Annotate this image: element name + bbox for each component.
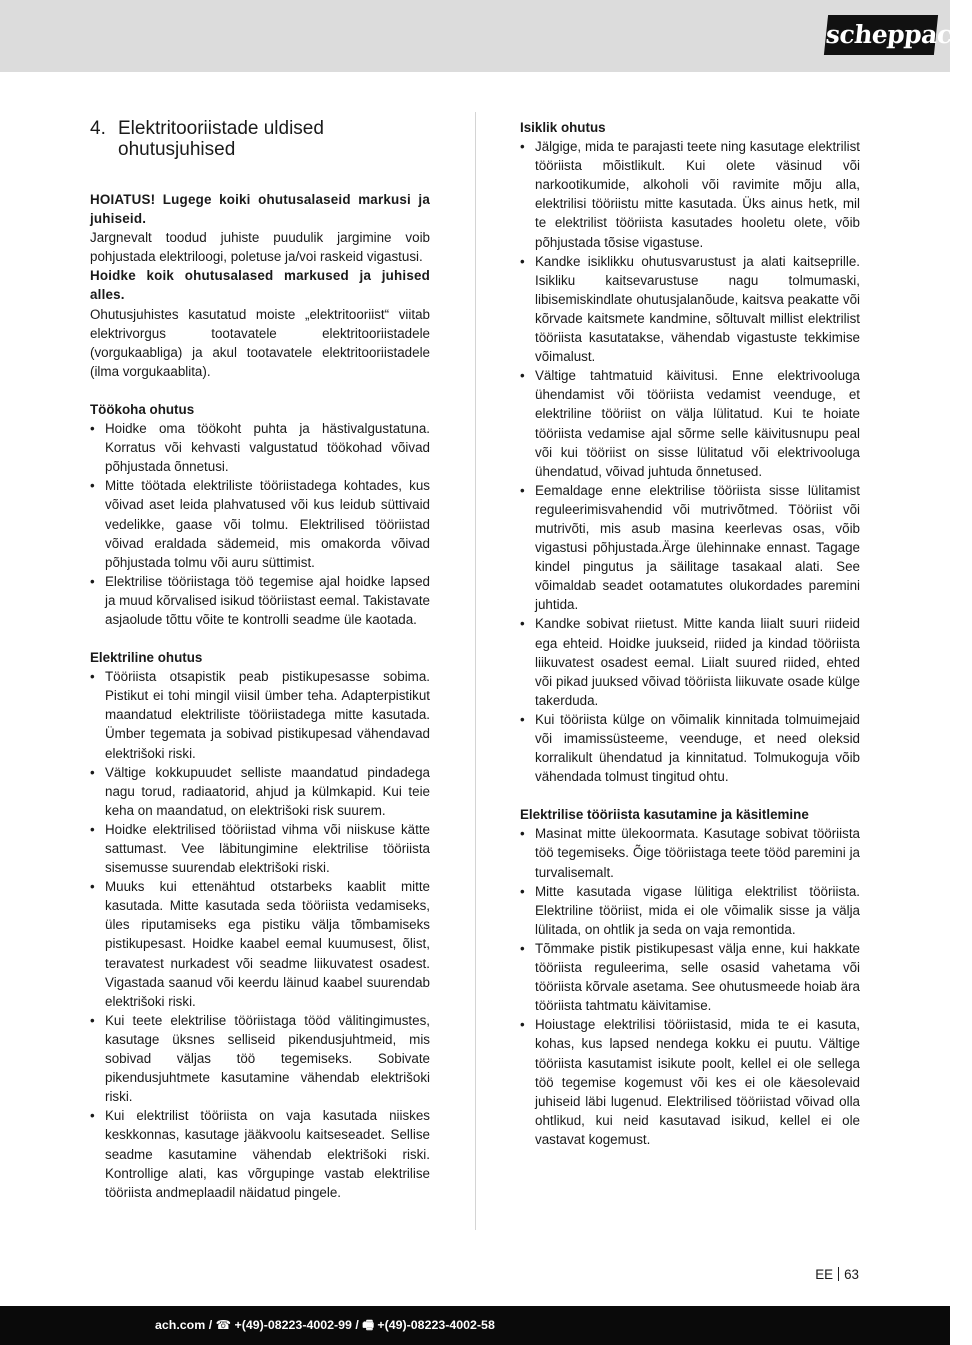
electrical-safety-heading: Elektriline ohutus	[90, 650, 203, 666]
list-item: • Tõmmake pistik pistikupesast välja enne, kui hakkate tööriista reguleerima, selle osasid vahetama või tööriista kõrvale asetama. See ohutusmeede hoiab ära tööriista tahtmatu käivitamise.	[520, 939, 860, 1015]
electrical-safety-list	[90, 667, 430, 1202]
list-item: • Kandke sobivat riietust. Mitte kanda liialt suuri riideid ega ehteid. Hoidke juukseid, riided ja kindad tööriista liikuvatest osadest eemal. Liialt suured riided, ehted või pikad juuksed võivad tööriista liikuvate osade külge takerduda.	[520, 614, 860, 709]
list-item: • Jälgige, mida te parajasti teete ning kasutage elektrilist tööriista mõistlikult. Kui olete väsinud või narkootikumide, alkoholi või ravimite mõju alla, elektrilisi tööriistu mitte kasutada. Üks ainus hetk, mil te elektrilist tööriista kasutades hooletu olete, võib põhjustada tõsise vigastuse.	[520, 137, 860, 252]
section-number: 4.	[90, 118, 106, 139]
list-item: • Tööriista otsapistik peab pistikupesasse sobima. Pistikut ei tohi mingil viisil ümber teha. Adapterpistikut maandatud elektriliste tööriistadega mitte kasutada. Ümber tegemata ja sobivad pistikupesad vähendavad elektrišoki riski.	[90, 667, 430, 762]
right-column	[520, 118, 860, 1149]
keep-instructions-heading: Hoidke koik ohutusalased markused ja juhised alles.	[90, 268, 430, 303]
page-number-value: 63	[844, 1267, 859, 1282]
workplace-safety-heading: Töökoha ohutus	[90, 401, 195, 417]
workplace-safety-list	[90, 419, 430, 629]
list-item: • Mitte kasutada vigase lülitiga elektrilist tööriista. Elektriline tööriist, mida ei ole võimalik sisse ja välja lülitada, on ohtlik ja seda on vaja remontida.	[520, 882, 860, 939]
definition-text: Ohutusjuhistes kasutatud moiste „elektritooriist“ viitab elektrivorgus tootavatele elektritooriistadele (vorgukaabliga) ja akul tootavatele elektritooriistadele (ilma vorgukaablita).	[90, 306, 430, 379]
list-item: • Elektrilise tööriistaga töö tegemise ajal hoidke lapsed ja muud kõrvalised isikud tööriistast eemal. Takistavate asjaolude tõttu võite te kontrolli seadme üle kaotada.	[90, 572, 430, 629]
left-column	[90, 118, 430, 1202]
page-number-separator	[838, 1267, 839, 1281]
header-band	[0, 0, 972, 72]
list-item: • Eemaldage enne elektrilise tööriista sisse lülitamist reguleerimisvahendid või mutrivõtmed. Tööriist või mutrivõti, mis asub masina keerlevas osas, võib vigastusi põhjustada.Ärge ülehinnake ennast. Tagage kindel pingutus ja säilitage tasakaal alati. See võimaldab seadet ootamatutes olukordades paremini juhtida.	[520, 481, 860, 615]
list-item: • Kui tööriista külge on võimalik kinnitada tolmuimejaid või imamissüsteeme, veenduge, et need oleksid korralikult ühendatud ja kinnitatud. Tolmukoguja võib vähendada tolmust tingitud ohtu.	[520, 710, 860, 786]
personal-safety-list	[520, 137, 860, 786]
tool-handling-heading: Elektrilise tööriista kasutamine ja käsitlemine	[520, 807, 809, 823]
list-item: • Kandke isiklikku ohutusvarustust ja alati kaitseprille. Isikliku kaitsevarustuse nagu tolmumaski, libisemiskindlate ohutusjalanõude, kaitsva peakatte või kõrvade kaitsmete kandmine, sõltuvalt millist elektrilist tööriista kasutatakse, vähendab vigastuste tekkimise võimalust.	[520, 252, 860, 367]
page-language-label: EE	[815, 1267, 834, 1282]
list-item: • Kui elektrilist tööriista on vaja kasutada niiskes keskkonnas, kasutage jääkvoolu kaitseseadet. Sellise seadme kasutamine vähendab elektrišoki riski. Kontrollige alati, kas võrgupinge vastab elektrilise tööriista andmeplaadil näidatud pingele.	[90, 1106, 430, 1201]
column-divider	[475, 112, 476, 1230]
tool-handling-list	[520, 824, 860, 1149]
list-item: • Hoiustage elektrilisi tööriistasid, mida te ei kasuta, kohas, kus lapsed nendega kokku ei puutu. Vältige tööriista kasutamist isikute poolt, kellel ei ole sellega töö tegemise kogemust või kes ei ole käesolevaid juhiseid läbi lugenud. Elektrilised tööriistad võivad olla ohtlikud, kui neid kasutavad isikud, kellel ei ole vastavat kogemust.	[520, 1015, 860, 1149]
warning-heading: HOIATUS! Lugege koiki ohutusalaseid markusi ja juhiseid.	[90, 192, 430, 227]
section-title-text: Elektritooriistade uldised ohutusjuhised	[118, 118, 324, 160]
list-item: • Mitte töötada elektriliste tööriistadega kohtades, kus võivad aset leida plahvatused või kus leidub süttivaid vedelikke, gaase või tolmu. Elektrilised tööriistad võivad eraldada sädemeid, mis omakorda võivad põhjustada tolmu või auru süttimist.	[90, 476, 430, 571]
warning-text: Jargnevalt toodud juhiste puudulik jargimine voib pohjustada elektriloogi, poletuse ja/voi raskeid vigastusi.	[90, 230, 430, 265]
list-item: • Vältige kokkupuudet selliste maandatud pindadega nagu torud, radiaatorid, ahjud ja külmkapid. Kui teie keha on maandatud, on elektrišoki risk suurem.	[90, 763, 430, 820]
page-number	[815, 1266, 859, 1283]
list-item: • Muuks kui ettenähtud otstarbeks kaablit mitte kasutada. Mitte kasutada seda tööriista vedamiseks, üles riputamiseks ega pistiku välja tõmbamiseks pistikupesast. Hoidke kaabel eemal kuumusest, õlist, teravatest nurkadest või seadme liikuvatest osadest. Vigastada saanud või keerdu läinud kaabel suurendab elektrišoki riski.	[90, 877, 430, 1011]
list-item: • Kui teete elektrilise tööriistaga tööd välitingimustes, kasutage üksnes selliseid pikendusjuhtmeid, mis sobivad väljas töö tegemiseks. Sobivate pikendusjuhtmete kasutamine vähendab elektrišoki riski.	[90, 1011, 430, 1106]
list-item: • Masinat mitte ülekoormata. Kasutage sobivat tööriista töö tegemiseks. Õige tööriistaga teete tööd paremini ja turvalisemalt.	[520, 824, 860, 881]
scheppach-logo: scheppach	[824, 15, 938, 55]
section-title	[90, 118, 430, 160]
list-item: • Hoidke elektrilised tööriistad vihma või niiskuse kätte sattumast. Vee läbitungimine elektrilise tööriista sisemusse suurendab elektrišoki riski.	[90, 820, 430, 877]
personal-safety-heading: Isiklik ohutus	[520, 120, 606, 135]
footer-contact: ach.com / ☎ +(49)-08223-4002-99 / 🖷 +(49)-08223-4002-58	[155, 1318, 495, 1332]
list-item: • Vältige tahtmatuid käivitusi. Enne elektrivooluga ühendamist või tööriista vedamist veenduge, et elektriline tööriist on välja lülitatud. Kui te hoiate tööriista vedamise ajal sõrme selle käivitusnupu peal või kui tööriist on sisse lülitatud või elektrivooluga ühendatud, võivad juhtuda õnnetused.	[520, 366, 860, 481]
list-item: • Hoidke oma töökoht puhta ja hästivalgustatuna. Korratus või kehvasti valgustatud töökohad võivad põhjustada õnnetusi.	[90, 419, 430, 476]
